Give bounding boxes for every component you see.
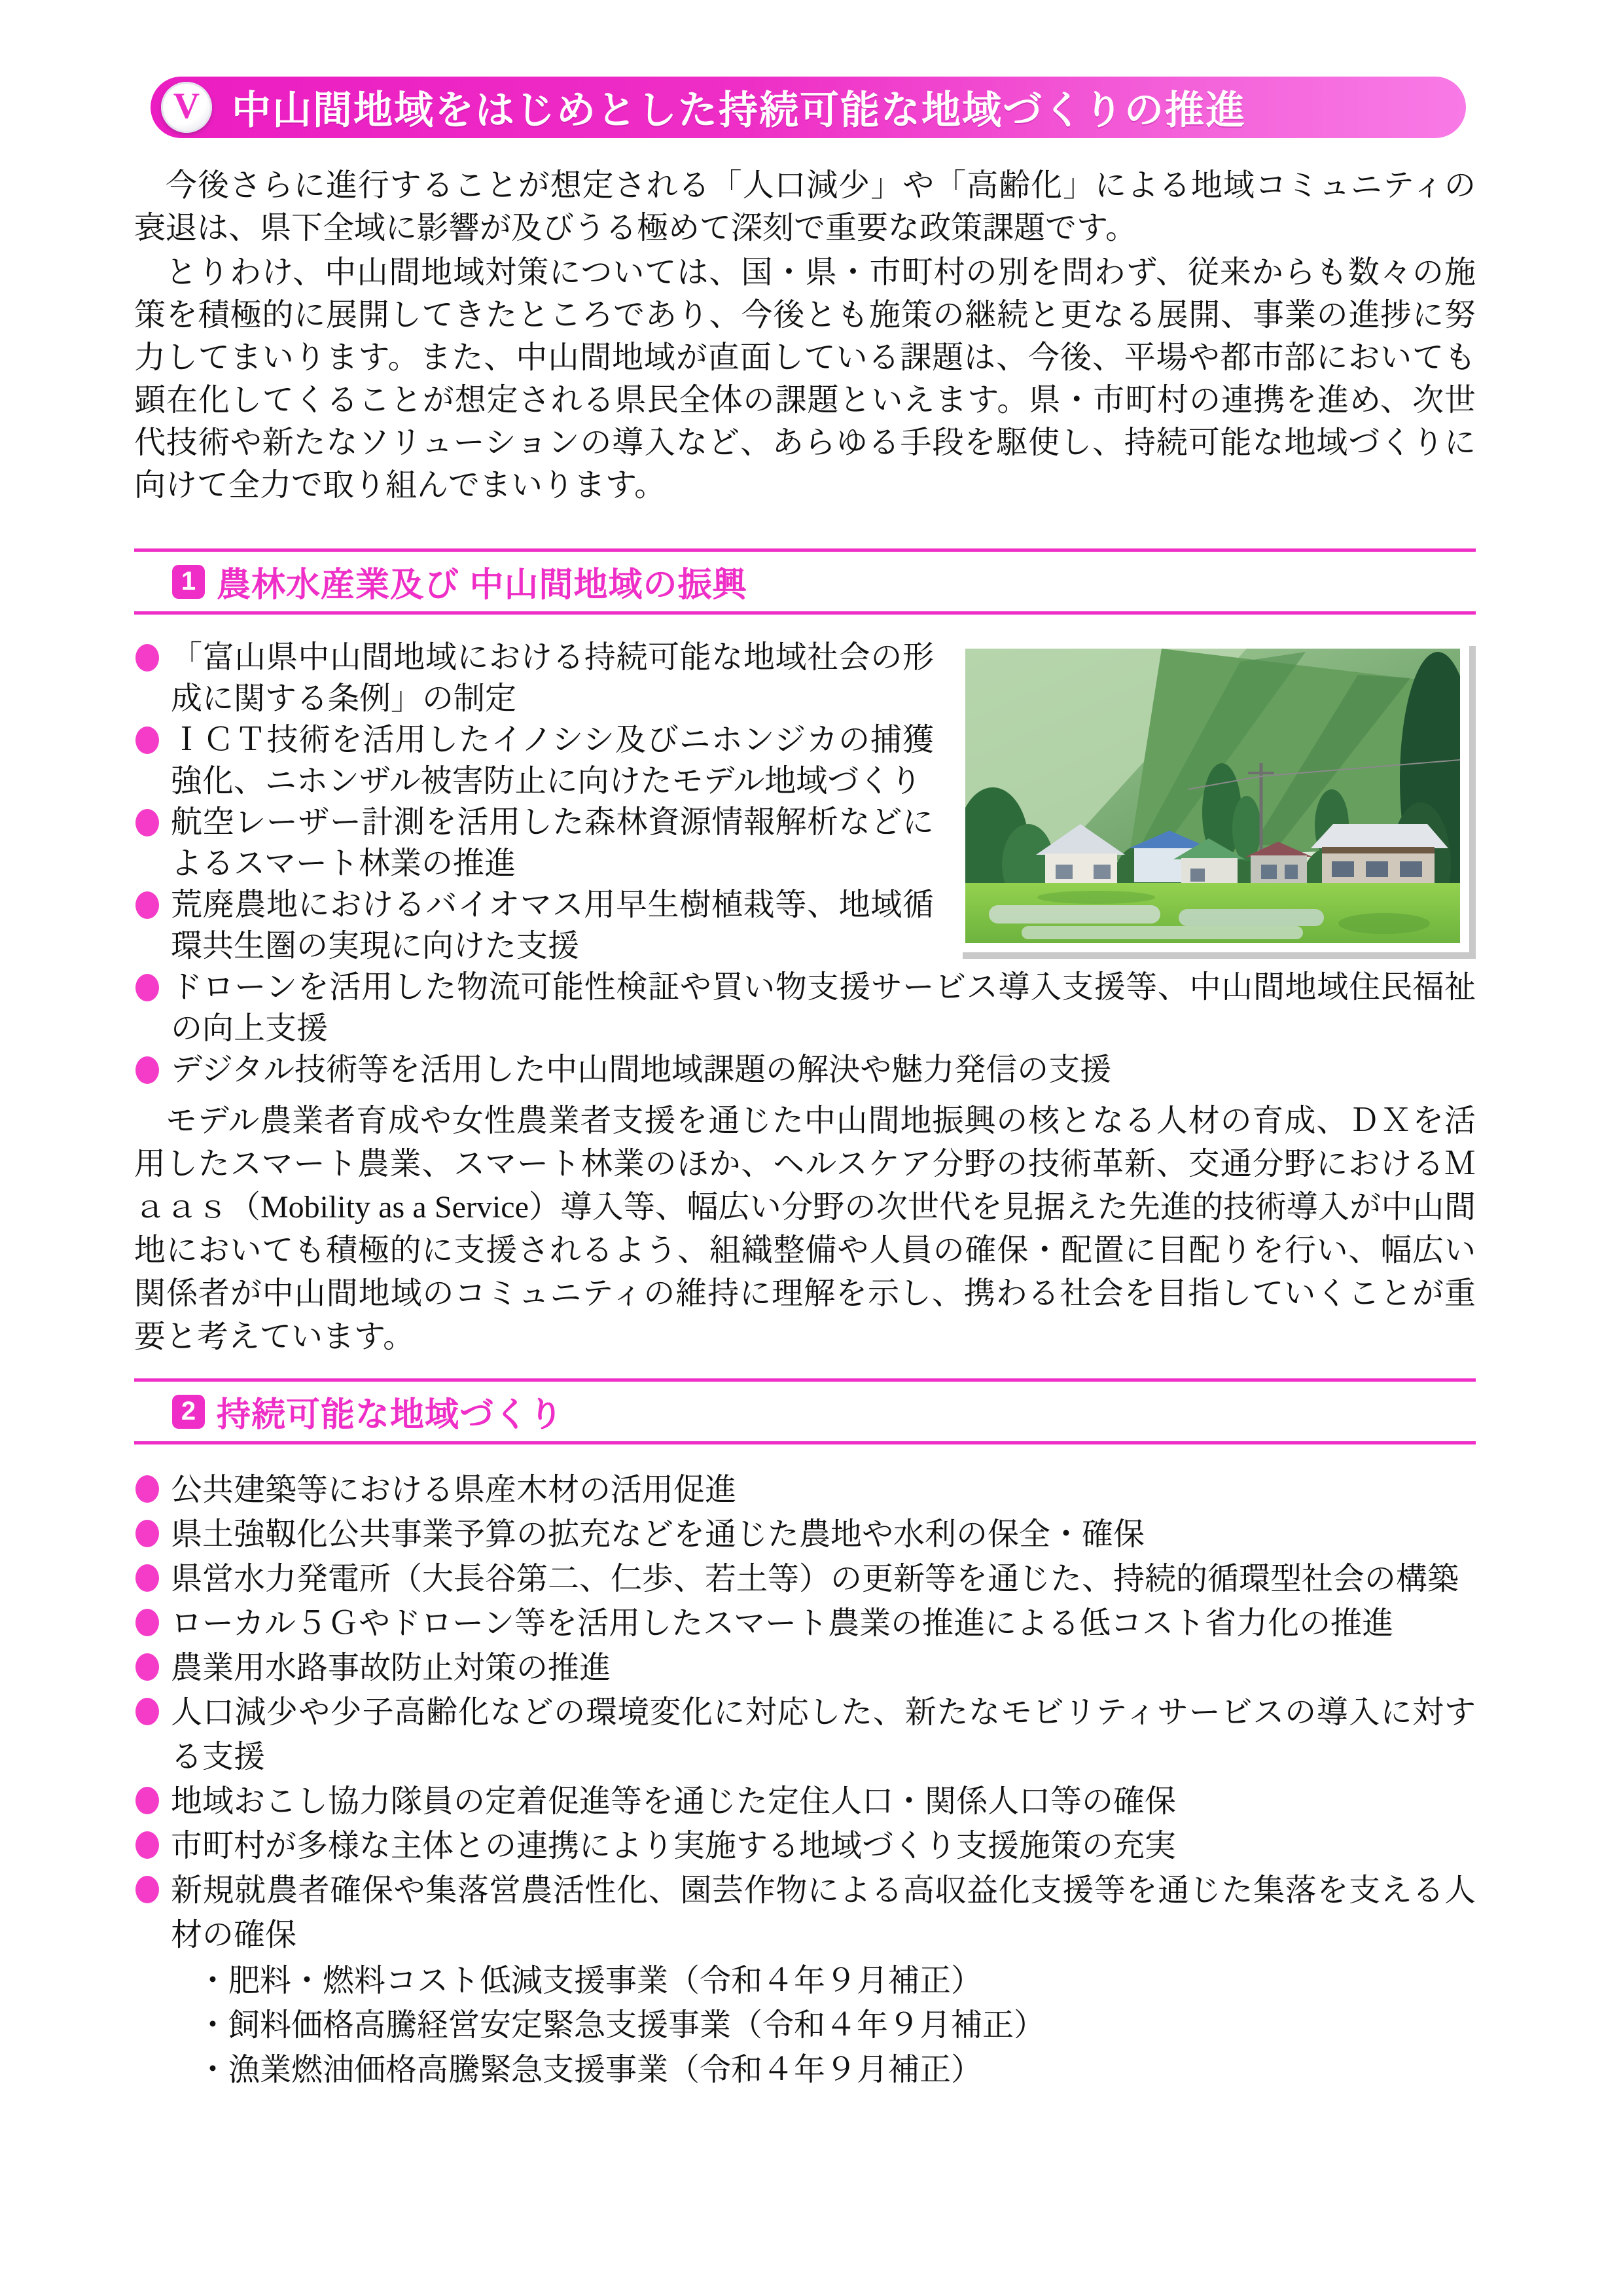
list-item bbox=[134, 719, 1476, 802]
list-item bbox=[134, 1869, 1476, 1958]
sub-list-item: ・飼料価格高騰経営安定緊急支援事業（令和４年９月補正） bbox=[197, 2008, 1046, 2043]
section2-number-badge: 2 bbox=[172, 1395, 205, 1429]
list-item-text: ＩＣＴ技術を活用したイノシシ及びニホンジカの捕獲強化、ニホンザル被害防止に向けたモデル地域づくり bbox=[171, 723, 934, 798]
section2-header bbox=[134, 1378, 1476, 1444]
list-item-text: 「富山県中山間地域における持続可能な地域社会の形成に関する条例」の制定 bbox=[171, 640, 934, 716]
chapter-v-letter: V bbox=[173, 86, 200, 126]
list-item-text: 航空レーザー計測を活用した森林資源情報解析などによるスマート林業の推進 bbox=[171, 805, 934, 881]
intro-section bbox=[134, 164, 1476, 507]
chapter-v-badge bbox=[161, 82, 212, 133]
section1-body bbox=[134, 637, 1476, 1359]
bullet-icon bbox=[135, 1609, 159, 1636]
list-item bbox=[134, 1691, 1476, 1780]
bullet-icon bbox=[135, 1876, 159, 1903]
list-item-text: 地域おこし協力隊員の定着促進等を通じた定住人口・関係人口等の確保 bbox=[171, 1784, 1177, 1819]
page-title: 中山間地域をはじめとした持続可能な地域づくりの推進 bbox=[232, 88, 1246, 132]
list-item-text: 市町村が多様な主体との連携により実施する地域づくり支援施策の充実 bbox=[171, 1829, 1177, 1863]
bullet-icon bbox=[135, 1787, 159, 1814]
section2-title: 持続可能な地域づくり bbox=[217, 1396, 564, 1434]
list-item bbox=[134, 1646, 1476, 1691]
section1-header-inner bbox=[134, 557, 747, 606]
list-item bbox=[134, 1780, 1476, 1824]
bullet-icon bbox=[135, 644, 159, 672]
list-item bbox=[134, 1468, 1476, 1513]
list-item-text: 県土強靱化公共事業予算の拡充などを通じた農地や水利の保全・確保 bbox=[171, 1517, 1145, 1552]
list-item-text: 人口減少や少子高齢化などの環境変化に対応した、新たなモビリティサービスの導入に対する支援 bbox=[171, 1695, 1476, 1774]
list-item-text: 新規就農者確保や集落営農活性化、園芸作物による高収益化支援等を通じた集落を支える人材の確保 bbox=[171, 1873, 1476, 1952]
list-item bbox=[134, 1824, 1476, 1869]
list-item bbox=[134, 1049, 1476, 1090]
bullet-icon bbox=[135, 1831, 159, 1859]
bullet-icon bbox=[135, 1564, 159, 1592]
list-item-text: ドローンを活用した物流可能性検証や買い物支援サービス導入支援等、中山間地域住民福祉の向上支援 bbox=[171, 970, 1476, 1046]
section1-title: 農林水産業及び 中山間地域の振興 bbox=[217, 566, 747, 604]
bullet-icon bbox=[135, 726, 159, 754]
bullet-icon bbox=[135, 809, 159, 836]
intro-paragraph-1: 今後さらに進行することが想定される「人口減少」や「高齢化」による地域コミュニティの衰退は、県下全域に影響が及びうる極めて深刻で重要な政策課題です。 bbox=[134, 168, 1476, 245]
sub-list-item: ・漁業燃油価格高騰緊急支援事業（令和４年９月補正） bbox=[197, 2053, 983, 2087]
section2-bullet-list bbox=[134, 1468, 1476, 1958]
section2-subitem-list bbox=[134, 1959, 1476, 2092]
list-item bbox=[134, 802, 1476, 884]
sub-list-item: ・肥料・燃料コスト低減支援事業（令和４年９月補正） bbox=[197, 1964, 983, 1998]
list-item-text: 公共建築等における県産木材の活用促進 bbox=[171, 1473, 737, 1507]
section2-header-inner bbox=[134, 1387, 563, 1436]
list-item-text: 農業用水路事故防止対策の推進 bbox=[171, 1651, 611, 1685]
list-item-text: ローカル５Ｇやドローン等を活用したスマート農業の推進による低コスト省力化の推進 bbox=[171, 1606, 1394, 1641]
bullet-icon bbox=[135, 1056, 159, 1084]
list-item bbox=[134, 1602, 1476, 1646]
section1-number-badge: 1 bbox=[172, 565, 205, 599]
list-item bbox=[134, 1557, 1476, 1602]
bullet-icon bbox=[135, 1698, 159, 1725]
section1-paragraph: モデル農業者育成や女性農業者支援を通じた中山間地振興の核となる人材の育成、ＤＸを活用したスマート農業、スマート林業のほか、ヘルスケア分野の技術革新、交通分野におけるＭａａｓ（Mobility as a Service）導入等、幅広い分野の次世代を見据えた先進的技術導入が中山間地においても積極的に支援されるよう、組織整備や人員の確保・配置に目配りを行い、幅広い関係者が中山間地域のコミュニティの維持に理解を示し、携わる社会を目指していくことが重要と考えています。 bbox=[134, 1103, 1476, 1354]
list-item bbox=[134, 637, 1476, 719]
list-item-text: 荒廃農地におけるバイオマス用早生樹植栽等、地域循環共生圏の実現に向けた支援 bbox=[171, 888, 934, 963]
content-area bbox=[134, 77, 1476, 2092]
section1-bullet-list bbox=[134, 637, 1476, 1090]
bullet-icon bbox=[135, 974, 159, 1001]
section1-header bbox=[134, 548, 1476, 615]
list-item-text: デジタル技術等を活用した中山間地域課題の解決や魅力発信の支援 bbox=[171, 1052, 1112, 1087]
intro-paragraph-2: とりわけ、中山間地域対策については、国・県・市町村の別を問わず、従来からも数々の施策を積極的に展開してきたところであり、今後とも施策の継続と更なる展開、事業の進捗に努力してまいります。また、中山間地域が直面している課題は、今後、平場や都市部においても顕在化してくることが想定される県民全体の課題といえます。県・市町村の連携を進め、次世代技術や新たなソリューションの導入など、あらゆる手段を駆使し、持続可能な地域づくりに向けて全力で取り組んでまいります。 bbox=[134, 255, 1476, 503]
bullet-icon bbox=[135, 1475, 159, 1503]
list-item bbox=[134, 967, 1476, 1049]
list-item bbox=[134, 884, 1476, 967]
bullet-icon bbox=[135, 1653, 159, 1681]
bullet-icon bbox=[135, 1520, 159, 1547]
bullet-icon bbox=[135, 891, 159, 919]
list-item-text: 県営水力発電所（大長谷第二、仁歩、若土等）の更新等を通じた、持続的循環型社会の構築 bbox=[171, 1562, 1459, 1596]
list-item bbox=[134, 1513, 1476, 1557]
page-title-banner bbox=[151, 77, 1466, 138]
